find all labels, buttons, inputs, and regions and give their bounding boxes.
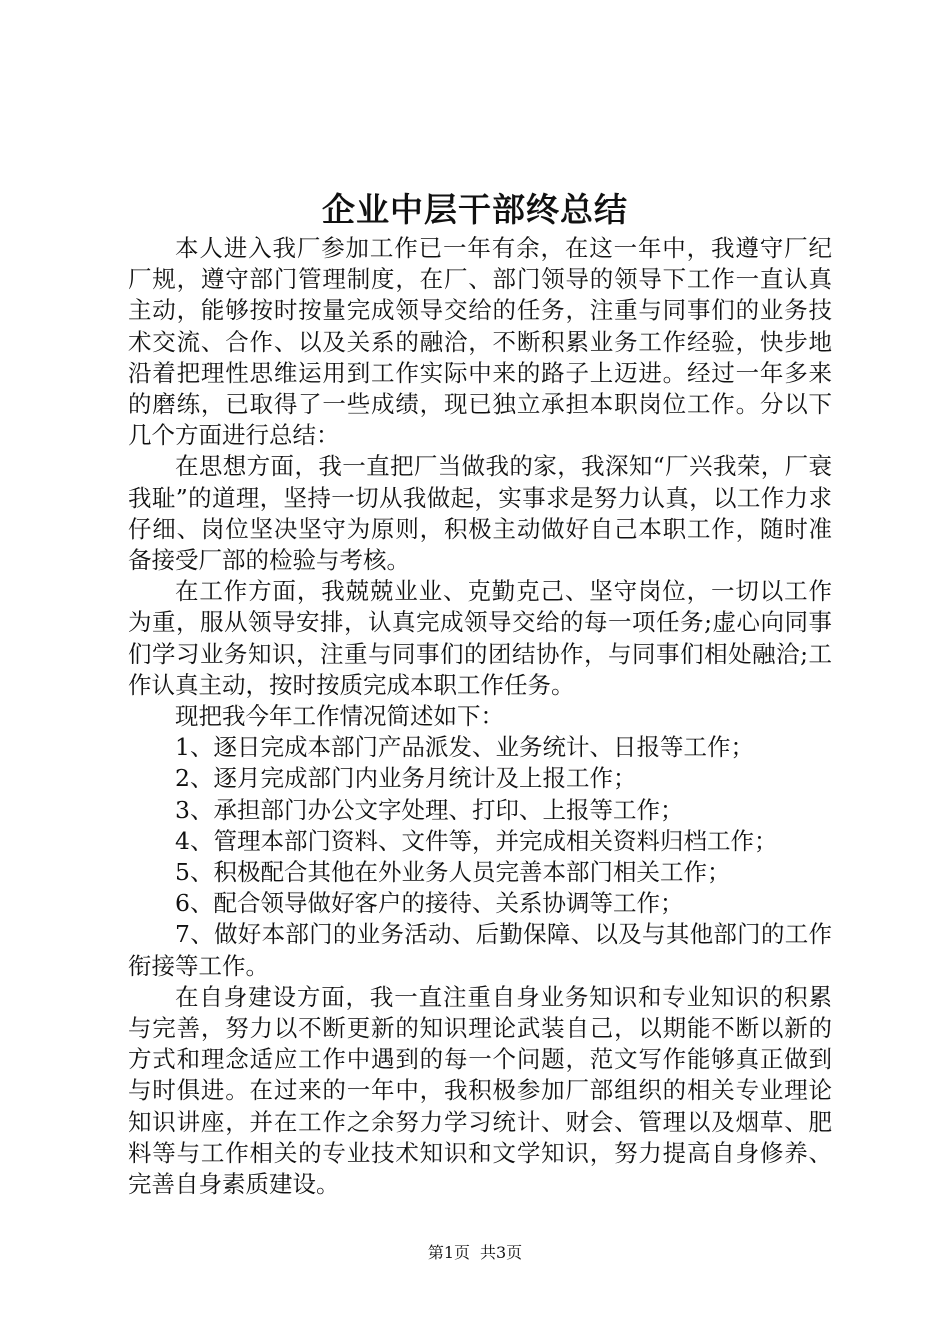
list-item: 5、积极配合其他在外业务人员完善本部门相关工作； [175, 858, 731, 887]
list-item: 3、承担部门办公文字处理、打印、上报等工作； [175, 795, 684, 824]
document-title: 企业中层干部终总结 [322, 190, 628, 229]
paragraph-work: 在工作方面，我兢兢业业、克勤克己、坚守岗位，一切以工作为重，服从领导安排，认真完成领导交给的每一项任务;虚心向同事们学习业务知识，注重与同事们的团结协作，与同事们相处融洽;工作认真主动，按时按质完成本职工作任务。 [128, 577, 832, 699]
page-footer [0, 1242, 950, 1264]
page-total: 共3页 [480, 1243, 523, 1262]
page-number: 第1页 [427, 1243, 470, 1262]
paragraph-summary-intro: 现把我今年工作情况简述如下： [175, 702, 504, 731]
paragraph-self-development: 在自身建设方面，我一直注重自身业务知识和专业知识的积累与完善，努力以不断更新的知识理论武装自己，以期能不断以新的方式和理念适应工作中遇到的每一个问题，范文写作能够真正做到与时俱进。在过来的一年中，我积极参加厂部组织的相关专业理论知识讲座，并在工作之余努力学习统计、财会、管理以及烟草、肥料等与工作相关的专业技术知识和文学知识，努力提高自身修养、完善自身素质建设。 [128, 982, 832, 1199]
paragraph-intro: 本人进入我厂参加工作已一年有余，在这一年中，我遵守厂纪厂规，遵守部门管理制度，在厂、部门领导的领导下工作一直认真主动，能够按时按量完成领导交给的任务，注重与同事们的业务技术交流、合作、以及关系的融洽，不断积累业务工作经验，快步地沿着把理性思维运用到工作实际中来的路子上迈进。经过一年多来的磨练，已取得了一些成绩，现已独立承担本职岗位工作。分以下几个方面进行总结： [128, 234, 832, 450]
list-item: 1、逐日完成本部门产品派发、业务统计、日报等工作； [175, 733, 754, 762]
list-item: 4、管理本部门资料、文件等，并完成相关资料归档工作； [175, 826, 778, 855]
list-item: 2、逐月完成部门内业务月统计及上报工作； [175, 764, 637, 793]
paragraph-thought: 在思想方面，我一直把厂当做我的家，我深知“厂兴我荣，厂衰我耻”的道理，坚持一切从我做起，实事求是努力认真，以工作力求仔细、岗位坚决坚守为原则，积极主动做好自己本职工作，随时准备接受厂部的检验与考核。 [128, 452, 832, 575]
list-item: 6、配合领导做好客户的接待、关系协调等工作； [175, 889, 684, 918]
document-body [128, 233, 832, 1200]
list-item: 7、做好本部门的业务活动、后勤保障、以及与其他部门的工作衔接等工作。 [128, 920, 832, 980]
